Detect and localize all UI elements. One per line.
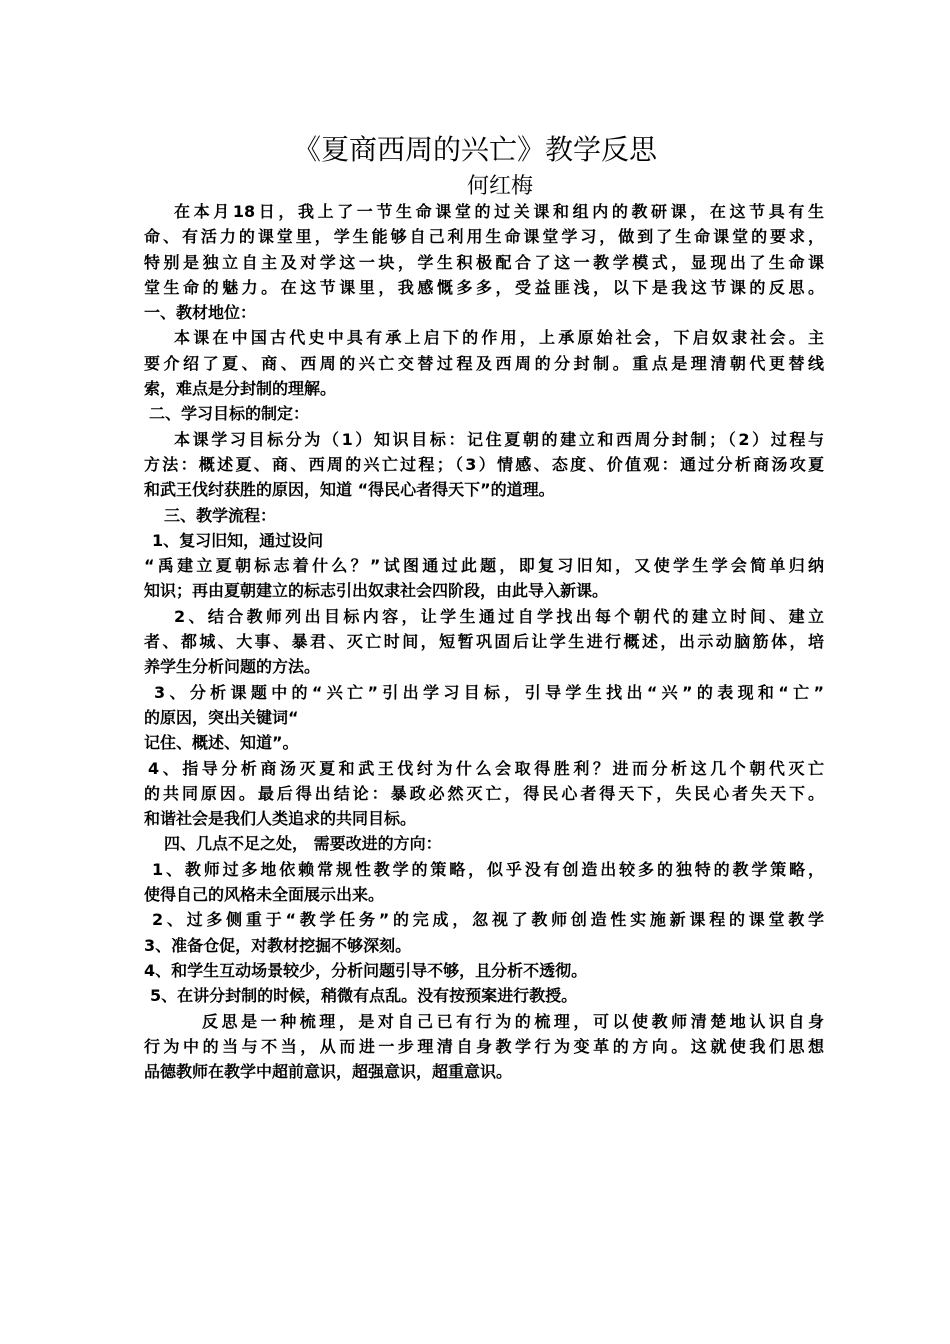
body-line: 和武王伐纣获胜的原因，知道 “得民心者得天下”的道理。: [144, 480, 555, 500]
body-line: 索，难点是分封制的理解。: [144, 379, 337, 399]
body-line: 四、几点不足之处， 需要改进的方向：: [164, 834, 442, 854]
body-line: 的共同原因。最后得出结论：暴政必然灭亡，得民心者得天下，失民心者失天下。: [144, 783, 824, 803]
body-line: 1、复习旧知，通过设问: [152, 530, 324, 550]
body-line: 3、分析课题中的“兴亡”引出学习目标，引导学生找出“兴”的表现和“亡”: [154, 682, 824, 702]
body-line: 本课在中国古代史中具有承上启下的作用，上承原始社会，下启奴隶社会。主: [174, 328, 824, 348]
body-line: 4、指导分析商汤灭夏和武王伐纣为什么会取得胜利？进而分析这几个朝代灭亡: [148, 758, 824, 778]
body-line: 4、和学生互动场景较少，分析问题引导不够，且分析不透彻。: [144, 960, 588, 980]
body-line: 5、在讲分封制的时候，稍微有点乱。没有按预案进行教授。: [150, 986, 578, 1006]
body-line: “禹建立夏朝标志着什么？”试图通过此题，即复习旧知，又使学生学会简单归纳: [144, 556, 824, 576]
body-line: 记住、概述、知道”。: [144, 733, 299, 753]
body-line: 使得自己的风格未全面展示出来。: [144, 885, 385, 905]
body-line: 二、学习目标的制定：: [149, 404, 310, 424]
body-line: 3、准备仓促，对教材挖掘不够深刻。: [144, 935, 412, 955]
body-line: 品德教师在教学中超前意识，超强意识，超重意识。: [144, 1062, 513, 1082]
document-author: 何红梅: [466, 174, 533, 199]
body-line: 和谐社会是我们人类追求的共同目标。: [144, 809, 417, 829]
document-title: 《夏商西周的兴亡》教学反思: [292, 133, 657, 166]
body-line: 2、结合教师列出目标内容，让学生通过自学找出每个朝代的建立时间、建立: [174, 606, 824, 626]
body-line: 1、教师过多地依赖常规性教学的策略，似乎没有创造出较多的独特的教学策略，: [152, 859, 824, 879]
body-line: 特别是独立自主及对学这一块，学生积极配合了这一教学模式，显现出了生命课: [144, 252, 824, 272]
document-body: [144, 199, 824, 1084]
body-line: 要介绍了夏、商、西周的兴亡交替过程及西周的分封制。重点是理清朝代更替线: [144, 353, 824, 373]
body-line: 知识；再由夏朝建立的标志引出奴隶社会四阶段，由此导入新课。: [144, 581, 609, 601]
body-line: 行为中的当与不当，从而进一步理清自身教学行为变革的方向。这就使我们思想: [144, 1036, 824, 1056]
body-line: 一、教材地位：: [144, 303, 257, 323]
body-line: 堂生命的魅力。在这节课里，我感慨多多，受益匪浅，以下是我这节课的反思。: [144, 277, 824, 297]
body-line: 在本月18日，我上了一节生命课堂的过关课和组内的教研课，在这节具有生: [174, 202, 824, 221]
body-line: 方法：概述夏、商、西周的兴亡过程；（3）情感、态度、价值观：通过分析商汤攻夏: [144, 454, 824, 474]
body-line: 的原因，突出关键词“: [144, 707, 299, 727]
body-line: 本课学习目标分为（1）知识目标：记住夏朝的建立和西周分封制；（2）过程与: [174, 429, 824, 449]
body-line: 三、教学流程：: [164, 505, 277, 525]
body-line: 反思是一种梳理，是对自己已有行为的梳理，可以使教师清楚地认识自身: [202, 1011, 824, 1031]
body-line: 者、都城、大事、暴君、灭亡时间，短暂巩固后让学生进行概述，出示动脑筋体，培: [144, 632, 824, 652]
body-line: 养学生分析问题的方法。: [144, 657, 321, 677]
body-line: 2、过多侧重于“教学任务”的完成，忽视了教师创造性实施新课程的课堂教学: [152, 910, 824, 930]
body-line: 命、有活力的课堂里，学生能够自己利用生命课堂学习，做到了生命课堂的要求，: [144, 227, 824, 247]
